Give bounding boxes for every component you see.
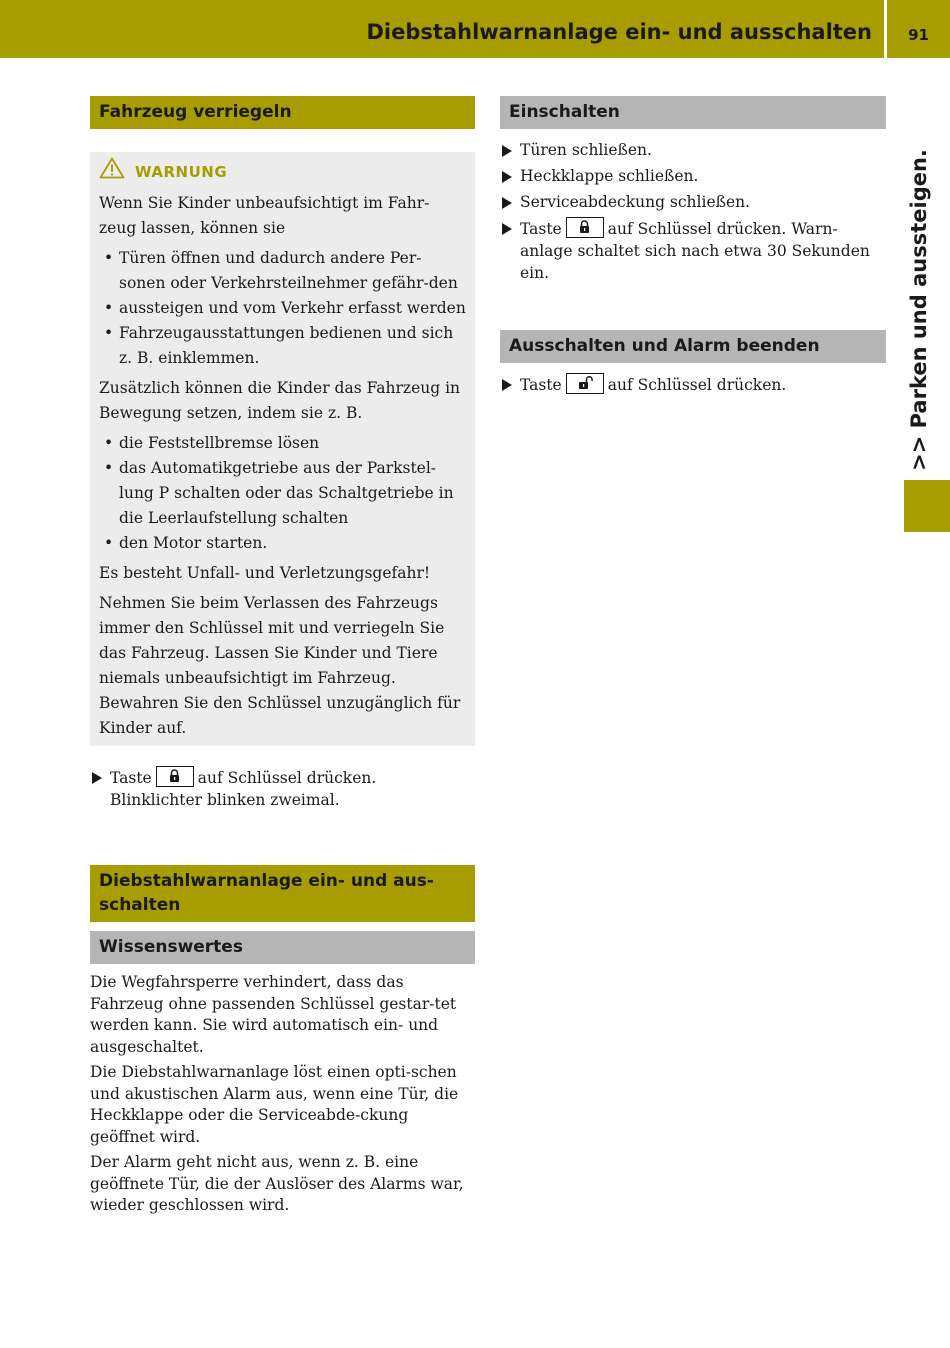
step-prefix: Taste xyxy=(110,769,152,787)
lock-key-symbol xyxy=(156,766,194,787)
step-item: Türen schließen. xyxy=(500,139,886,161)
page-number-box xyxy=(887,0,950,58)
paragraph: Der Alarm geht nicht aus, wenn z. B. eine geöffnete Tür, die der Auslöser des Alarms war, wieder geschlossen wird. xyxy=(90,1153,464,1214)
info-text xyxy=(90,972,475,1217)
lock-icon xyxy=(168,769,181,783)
einschalten-steps xyxy=(500,139,886,284)
warning-heading xyxy=(99,157,466,187)
chapter-tab-marker xyxy=(904,480,950,532)
page-header-title: Diebstahlwarnanlage ein- und ausschalten xyxy=(366,20,872,44)
step-item: Taste auf Schlüssel drücken. xyxy=(500,373,886,396)
section-title-diebstahlwarnanlage: Diebstahlwarnanlage ein- und aus-schalten xyxy=(90,865,475,922)
step-arrow-icon xyxy=(502,223,512,235)
lock-step xyxy=(90,766,475,811)
warning-danger: Es besteht Unfall- und Verletzungsgefahr! xyxy=(99,564,431,582)
right-column xyxy=(500,96,886,400)
step-suffix: auf Schlüssel drücken. xyxy=(197,769,377,787)
unlock-key-symbol xyxy=(566,373,604,394)
ausschalten-steps xyxy=(500,373,886,396)
unlock-icon xyxy=(578,376,594,390)
section-title-einschalten: Einschalten xyxy=(500,96,886,129)
section-title-ausschalten: Ausschalten und Alarm beenden xyxy=(500,330,886,363)
step-arrow-icon xyxy=(502,171,512,183)
page-number: 91 xyxy=(908,26,929,44)
paragraph: Die Wegfahrsperre verhindert, dass das Fahrzeug ohne passenden Schlüssel gestar-tet werden kann. Sie wird automatisch ein- und ausgeschaltet. xyxy=(90,973,457,1056)
section-title-fahrzeug-verriegeln: Fahrzeug verriegeln xyxy=(90,96,475,129)
list-item: • das Automatikgetriebe aus der Parkstel-lung P schalten oder das Schaltgetriebe in die Leerlaufstellung schalten xyxy=(99,456,466,531)
warning-middle: Zusätzlich können die Kinder das Fahrzeug in Bewegung setzen, indem sie z. B. xyxy=(99,379,461,422)
header-bar xyxy=(0,0,884,58)
warning-bullets-2 xyxy=(99,431,466,556)
warning-bullets-1 xyxy=(99,246,466,371)
step-result: Blinklichter blinken zweimal. xyxy=(110,791,340,809)
step-arrow-icon xyxy=(502,145,512,157)
warning-intro: Wenn Sie Kinder unbeaufsichtigt im Fahr-zeug lassen, können sie xyxy=(99,194,430,237)
step-arrow-icon xyxy=(502,379,512,391)
step-arrow-icon xyxy=(92,772,102,784)
lock-steps xyxy=(90,766,475,811)
side-chapter-label: >> Parken und aussteigen. xyxy=(907,149,931,471)
step-item: Taste auf Schlüssel drücken. Warn-anlage schaltet sich nach etwa 30 Sekunden ein. xyxy=(500,217,886,284)
step-item: Heckklappe schließen. xyxy=(500,165,886,187)
step-arrow-icon xyxy=(502,197,512,209)
side-chapter-label-wrap xyxy=(902,145,936,475)
list-item: • die Feststellbremse lösen xyxy=(99,431,466,456)
warning-label: WARNUNG xyxy=(135,162,228,181)
warning-box xyxy=(90,152,475,746)
list-item: • Fahrzeugausstattungen bedienen und sich z. B. einklemmen. xyxy=(99,321,466,371)
warning-triangle-icon xyxy=(99,157,125,187)
warning-advice: Nehmen Sie beim Verlassen des Fahrzeugs immer den Schlüssel mit und verriegeln Sie das Fahrzeug. Lassen Sie Kinder und Tiere niemals unbeaufsichtigt im Fahrzeug. Bewahren Sie den Schlüssel unzugänglich für Kinder auf. xyxy=(99,594,461,737)
subsection-title-wissenswertes: Wissenswertes xyxy=(90,931,475,964)
lock-key-symbol xyxy=(566,217,604,238)
step-item: Serviceabdeckung schließen. xyxy=(500,191,886,213)
list-item: • aussteigen und vom Verkehr erfasst werden xyxy=(99,296,466,321)
list-item: • den Motor starten. xyxy=(99,531,466,556)
left-column xyxy=(90,96,475,1221)
lock-icon xyxy=(578,220,591,234)
list-item: • Türen öffnen und dadurch andere Per-sonen oder Verkehrsteilnehmer gefähr-den xyxy=(99,246,466,296)
paragraph: Die Diebstahlwarnanlage löst einen opti-schen und akustischen Alarm aus, wenn eine Tür, die Heckklappe oder die Serviceabde-ckung geöffnet wird. xyxy=(90,1063,459,1146)
